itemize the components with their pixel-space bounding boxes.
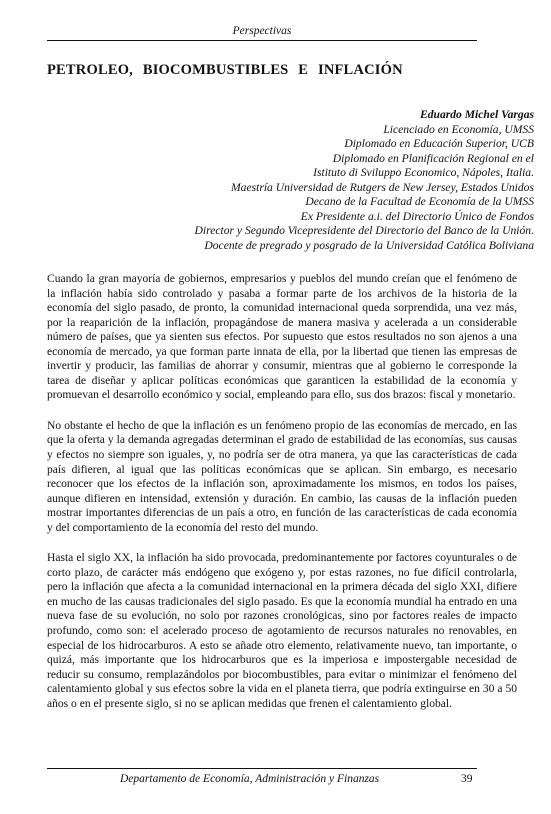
author-credential: Ex Presidente a.i. del Directorio Único de Fondos [300,209,534,223]
author-name: Eduardo Michel Vargas [419,108,534,121]
page-number: 39 [461,773,473,785]
author-credential: Diplomado en Educación Superior, UCB [344,137,534,151]
article-body [47,272,517,727]
article-title: PETROLEO, BIOCOMBUSTIBLES E INFLACIÓN [47,62,403,78]
author-credential: Maestría Universidad de Rutgers de New Jersey, Estados Unidos [230,180,534,194]
body-paragraph: Cuando la gran mayoría de gobiernos, empresarios y pueblos del mundo creían que el fenómeno de la inflación había sido controlado y pasaba a formar parte de los archivos de la historia de la economía del siglo pasado, de pronto, la comunidad internacional queda sorprendida, una vez más, por la reaparición de la inflación, propagándose de manera masiva y acelerada a un considerable número de países, que ya sienten sus efectos. Por supuesto que estos resultados no son ajenos a una economía de mercado, ya que forman parte innata de ella, por la libertad que tienen las empresas de invertir y producir, las familias de ahorrar y consumir, mientras que al gobierno le corresponde la tarea de diseñar y aplicar políticas económicas que garanticen la estabilidad de la economía y promuevan el desarrollo económico y social, empleando para ello, sus dos brazos: fiscal y monetario. [47,273,517,402]
author-credential: Licenciado en Economía, UMSS [383,122,534,136]
author-block [104,108,534,253]
author-credential: Docente de pregrado y posgrado de la Universidad Católica Boliviana [204,238,534,252]
footer-department: Departamento de Economía, Administración y Finanzas [120,773,380,785]
footer-rule [47,768,477,769]
running-header: Perspectivas [232,25,292,37]
author-credential: Istituto di Sviluppo Economico, Nápoles, Italia. [313,166,534,180]
body-paragraph: No obstante el hecho de que la inflación es un fenómeno propio de las economías de mercado, en las que la oferta y la demanda agregadas determinan el grado de estabilidad de las economías, sus causas y efectos no siempre son iguales, y, no podría ser de otra manera, ya que las características de cada país difieren, al igual que las políticas económicas que se aplican. Sin embargo, es necesario reconocer que los efectos de la inflación son, aproximadamente los mismos, en todos los países, aunque difieren en intensidad, extensión y duración. En cambio, las causas de la inflación pueden mostrar importantes diferencias de un país a otro, en función de las características de cada economía y del comportamiento de la economía del resto del mundo. [47,419,517,534]
author-credential: Decano de la Facultad de Economía de la UMSS [305,195,534,209]
author-credential: Diplomado en Planificación Regional en el [332,151,534,165]
header-rule [47,40,477,41]
author-credential: Director y Segundo Vicepresidente del Directorio del Banco de la Unión. [194,224,534,238]
body-paragraph: Hasta el siglo XX, la inflación ha sido provocada, predominantemente por factores coyunturales o de corto plazo, de carácter más endógeno que exógeno y, por estas razones, no fue difícil controlarla, pero la inflación que afecta a la comunidad internacional en la primera década del siglo XXI, difiere en mucho de las causas tradicionales del siglo pasado. Es que la economía mundial ha entrado en una nueva fase de su evolución, no solo por razones cronológicas, sino por factores reales de impacto profundo, como son: el acelerado proceso de agotamiento de recursos naturales no renovables, en especial de los hidrocarburos. A esto se añade otro elemento, relativamente nuevo, tan importante, o quizá, más importante que los hidrocarburos que es la imperiosa e impostergable necesidad de reducir su consumo, remplazándolos por biocombustibles, para evitar o minimizar el fenómeno del calentamiento global y sus efectos sobre la vida en el planeta tierra, que podría extinguirse en 30 a 50 años o en el presente siglo, si no se aplican medidas que frenen el calentamiento global. [47,552,517,710]
